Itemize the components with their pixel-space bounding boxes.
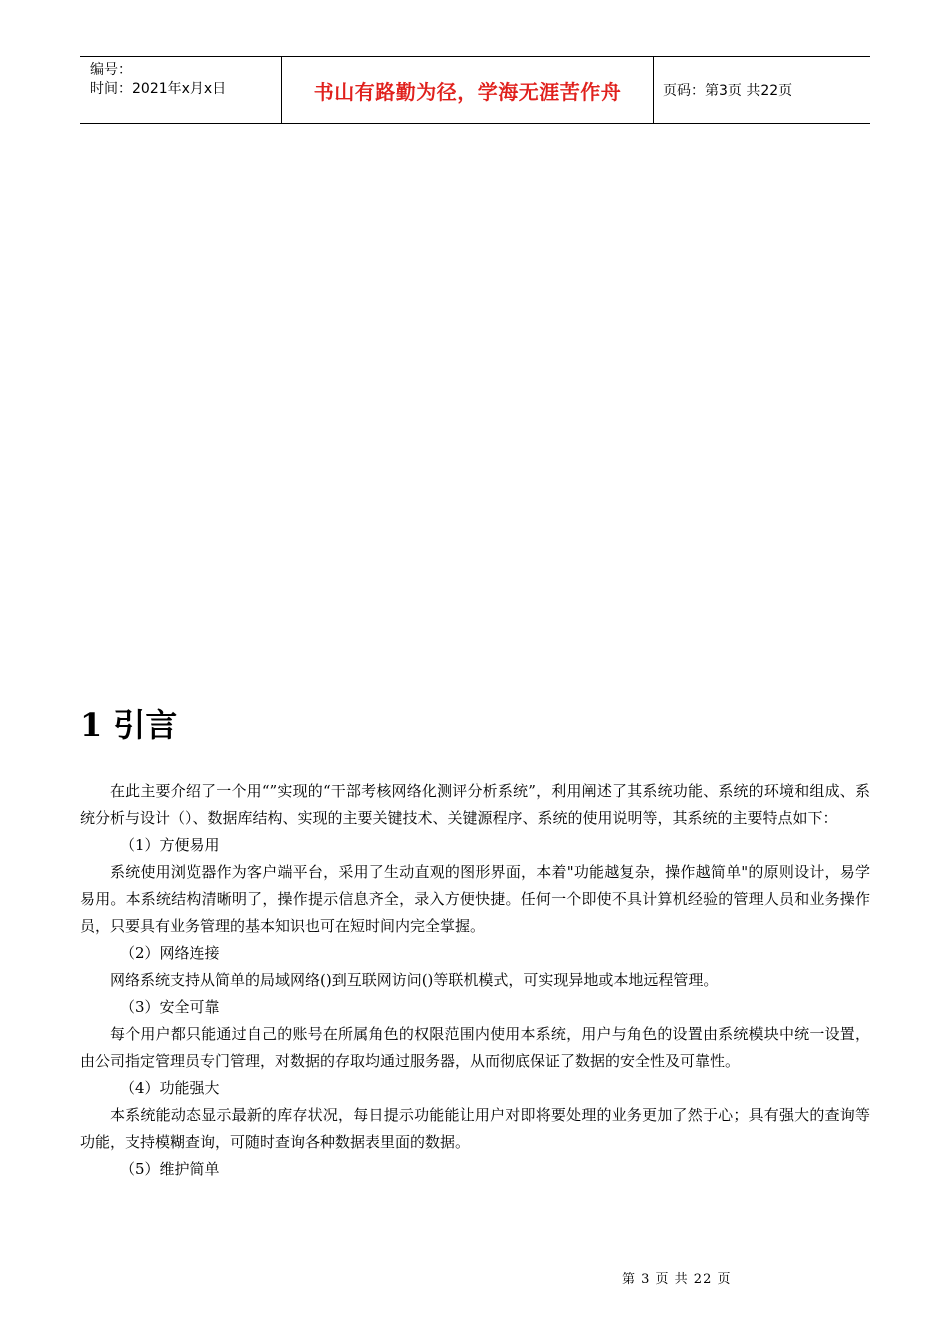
header-page-label: 页码：第3页 共22页: [663, 83, 793, 99]
item-heading: （5）维护简单: [120, 1160, 220, 1178]
intro-paragraph: 在此主要介绍了一个用“”实现的“干部考核网络化测评分析系统”，利用阐述了其系统功能、系统的环境和组成、系统分析与设计（）、数据库结构、实现的主要关键技术、关键源程序、系统的使用说明等，其系统的主要特点如下：: [80, 782, 870, 827]
item-paragraph: 本系统能动态显示最新的库存状况，每日提示功能能让用户对即将要处理的业务更加了然于心；具有强大的查询等功能，支持模糊查询，可随时查询各种数据表里面的数据。: [80, 1106, 870, 1151]
header-motto-cell: [281, 57, 654, 123]
section-body: [80, 778, 870, 1183]
document-header: [80, 56, 870, 124]
item-heading: （1）方便易用: [120, 836, 220, 854]
header-meta: [80, 57, 281, 123]
item-paragraph: 网络系统支持从简单的局域网络()到互联网访问()等联机模式，可实现异地或本地远程管理。: [110, 971, 719, 989]
item-paragraph: 每个用户都只能通过自己的账号在所属角色的权限范围内使用本系统，用户与角色的设置由系统模块中统一设置，由公司指定管理员专门管理，对数据的存取均通过服务器，从而彻底保证了数据的安全性及可靠性。: [80, 1025, 870, 1070]
section-title: 1 引言: [80, 706, 178, 744]
item-heading: （2）网络连接: [120, 944, 220, 962]
item-heading: （4）功能强大: [120, 1079, 220, 1097]
document-time-label: 时间：2021年x月x日: [90, 81, 227, 97]
document-number-label: 编号：: [90, 62, 132, 78]
header-motto: 书山有路勤为径，学海无涯苦作舟: [313, 79, 622, 104]
header-page-cell: [654, 57, 870, 123]
page-footer: 第 3 页 共 22 页: [622, 1272, 732, 1287]
item-heading: （3）安全可靠: [120, 998, 220, 1016]
item-paragraph: 系统使用浏览器作为客户端平台，采用了生动直观的图形界面，本着"功能越复杂，操作越简单"的原则设计，易学易用。本系统结构清晰明了，操作提示信息齐全，录入方便快捷。任何一个即使不具计算机经验的管理人员和业务操作员，只要具有业务管理的基本知识也可在短时间内完全掌握。: [80, 863, 870, 935]
